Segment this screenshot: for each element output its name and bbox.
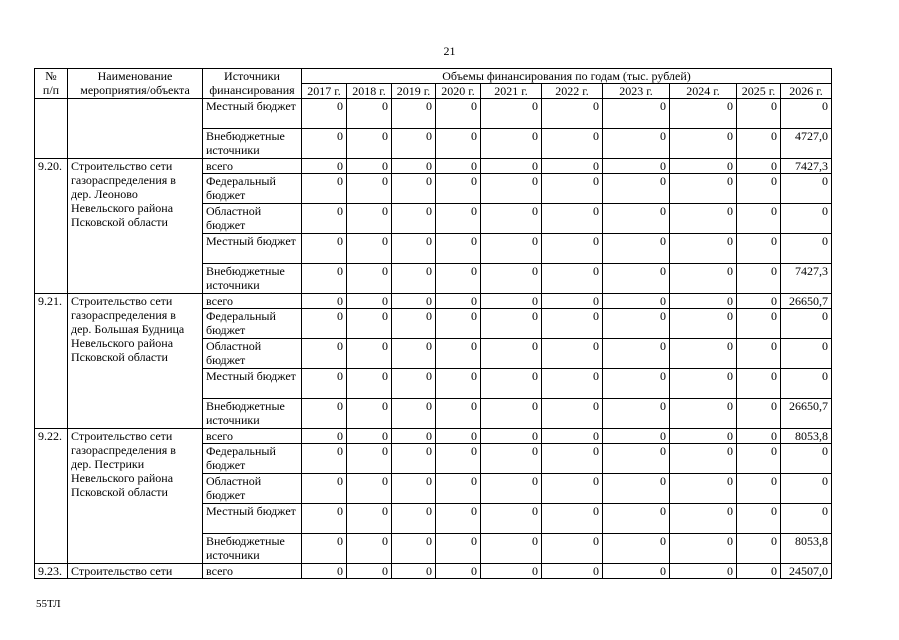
funding-value: 0 [347, 534, 392, 564]
table-row [35, 99, 832, 129]
funding-value: 0 [781, 234, 832, 264]
funding-value: 0 [603, 264, 670, 294]
funding-value: 0 [347, 339, 392, 369]
item-number: 9.21. [35, 294, 68, 429]
funding-value: 0 [542, 339, 603, 369]
funding-value: 0 [737, 534, 781, 564]
funding-value: 0 [481, 159, 542, 174]
funding-source: Областной бюджет [203, 204, 302, 234]
funding-value: 0 [737, 204, 781, 234]
funding-source: всего [203, 564, 302, 579]
funding-value: 0 [302, 159, 347, 174]
col-volumes-header: Объемы финансирования по годам (тыс. рублей) [302, 69, 832, 84]
funding-value: 24507,0 [781, 564, 832, 579]
year-header: 2023 г. [603, 84, 670, 99]
year-header: 2021 г. [481, 84, 542, 99]
funding-value: 0 [392, 534, 436, 564]
funding-source: Внебюджетные источники [203, 129, 302, 159]
funding-value: 0 [670, 204, 737, 234]
funding-value: 0 [302, 174, 347, 204]
funding-value: 0 [603, 564, 670, 579]
funding-source: Федеральный бюджет [203, 444, 302, 474]
funding-value: 0 [737, 129, 781, 159]
funding-value: 0 [603, 534, 670, 564]
year-header: 2019 г. [392, 84, 436, 99]
funding-value: 0 [481, 129, 542, 159]
funding-source: Местный бюджет [203, 369, 302, 399]
year-header: 2020 г. [436, 84, 481, 99]
funding-value: 0 [392, 204, 436, 234]
funding-value: 0 [481, 234, 542, 264]
col-number-header: № п/п [35, 69, 68, 99]
funding-value: 0 [603, 99, 670, 129]
funding-source: всего [203, 429, 302, 444]
funding-value: 0 [481, 474, 542, 504]
funding-value: 0 [603, 429, 670, 444]
item-number: 9.23. [35, 564, 68, 579]
funding-value: 0 [737, 339, 781, 369]
funding-value: 0 [542, 399, 603, 429]
funding-value: 0 [302, 534, 347, 564]
funding-value: 0 [542, 234, 603, 264]
funding-value: 0 [737, 504, 781, 534]
col-name-header: Наименование мероприятия/объекта [68, 69, 203, 99]
funding-value: 0 [542, 129, 603, 159]
funding-value: 0 [481, 309, 542, 339]
funding-value: 0 [737, 264, 781, 294]
table-row [35, 159, 832, 174]
funding-value: 0 [347, 369, 392, 399]
funding-value: 0 [670, 99, 737, 129]
funding-value: 0 [347, 174, 392, 204]
funding-value: 0 [603, 159, 670, 174]
funding-value: 0 [392, 234, 436, 264]
funding-value: 0 [670, 444, 737, 474]
funding-value: 0 [436, 234, 481, 264]
funding-value: 0 [302, 99, 347, 129]
year-header: 2025 г. [737, 84, 781, 99]
funding-value: 0 [436, 264, 481, 294]
funding-value: 0 [781, 309, 832, 339]
funding-value: 0 [737, 369, 781, 399]
funding-value: 0 [347, 429, 392, 444]
funding-value: 0 [737, 294, 781, 309]
funding-value: 0 [481, 504, 542, 534]
funding-value: 0 [347, 309, 392, 339]
funding-value: 0 [436, 369, 481, 399]
funding-value: 0 [542, 429, 603, 444]
funding-value: 0 [737, 159, 781, 174]
funding-source: Внебюджетные источники [203, 534, 302, 564]
year-header: 2024 г. [670, 84, 737, 99]
funding-value: 0 [542, 294, 603, 309]
funding-value: 0 [737, 234, 781, 264]
funding-value: 0 [436, 309, 481, 339]
funding-value: 0 [436, 564, 481, 579]
funding-value: 0 [347, 159, 392, 174]
funding-value: 0 [603, 294, 670, 309]
funding-value: 0 [603, 399, 670, 429]
funding-value: 0 [603, 309, 670, 339]
funding-value: 0 [781, 339, 832, 369]
funding-value: 0 [302, 234, 347, 264]
funding-value: 0 [781, 369, 832, 399]
funding-value: 0 [347, 234, 392, 264]
funding-value: 0 [347, 129, 392, 159]
funding-value: 0 [542, 309, 603, 339]
funding-value: 0 [302, 339, 347, 369]
funding-value: 0 [670, 294, 737, 309]
item-name: Строительство сети [68, 564, 203, 579]
funding-source: Местный бюджет [203, 504, 302, 534]
funding-value: 0 [670, 429, 737, 444]
funding-value: 0 [542, 369, 603, 399]
year-header: 2022 г. [542, 84, 603, 99]
funding-value: 0 [436, 399, 481, 429]
item-name [68, 99, 203, 159]
funding-value: 0 [302, 444, 347, 474]
funding-value: 0 [542, 444, 603, 474]
funding-value: 0 [302, 264, 347, 294]
item-name: Строительство сети газораспределения в дер. Большая Будница Невельского района Псковской области [68, 294, 203, 429]
funding-value: 0 [392, 339, 436, 369]
funding-value: 0 [737, 564, 781, 579]
funding-value: 0 [392, 369, 436, 399]
funding-value: 0 [670, 564, 737, 579]
funding-value: 26650,7 [781, 399, 832, 429]
funding-value: 0 [347, 264, 392, 294]
funding-value: 0 [347, 399, 392, 429]
funding-value: 0 [302, 564, 347, 579]
funding-value: 0 [302, 204, 347, 234]
item-name: Строительство сети газораспределения в дер. Леоново Невельского района Псковской области [68, 159, 203, 294]
funding-value: 0 [781, 204, 832, 234]
funding-value: 0 [436, 444, 481, 474]
funding-value: 7427,3 [781, 264, 832, 294]
funding-value: 0 [302, 474, 347, 504]
funding-value: 0 [392, 99, 436, 129]
funding-value: 0 [392, 159, 436, 174]
funding-value: 0 [392, 129, 436, 159]
funding-value: 0 [347, 564, 392, 579]
funding-value: 4727,0 [781, 129, 832, 159]
funding-value: 0 [392, 474, 436, 504]
funding-value: 0 [392, 309, 436, 339]
funding-value: 0 [542, 504, 603, 534]
funding-value: 0 [781, 174, 832, 204]
funding-value: 0 [436, 204, 481, 234]
item-name: Строительство сети газораспределения в дер. Пестрики Невельского района Псковской области [68, 429, 203, 564]
funding-value: 0 [603, 444, 670, 474]
funding-value: 0 [670, 264, 737, 294]
funding-value: 0 [481, 444, 542, 474]
funding-value: 0 [302, 129, 347, 159]
funding-value: 0 [436, 294, 481, 309]
funding-source: Местный бюджет [203, 234, 302, 264]
funding-value: 0 [737, 444, 781, 474]
funding-source: Областной бюджет [203, 474, 302, 504]
funding-source: Местный бюджет [203, 99, 302, 129]
funding-value: 26650,7 [781, 294, 832, 309]
funding-value: 0 [781, 474, 832, 504]
funding-value: 0 [436, 339, 481, 369]
funding-value: 0 [603, 369, 670, 399]
funding-value: 0 [436, 129, 481, 159]
table-row [35, 564, 832, 579]
funding-value: 0 [542, 534, 603, 564]
funding-value: 0 [603, 234, 670, 264]
funding-value: 0 [436, 174, 481, 204]
funding-value: 0 [347, 474, 392, 504]
funding-value: 0 [481, 339, 542, 369]
funding-source: Федеральный бюджет [203, 309, 302, 339]
funding-value: 0 [302, 309, 347, 339]
funding-value: 0 [392, 264, 436, 294]
funding-value: 7427,3 [781, 159, 832, 174]
funding-value: 0 [392, 564, 436, 579]
financing-table [34, 68, 832, 579]
funding-value: 0 [542, 474, 603, 504]
funding-value: 0 [481, 174, 542, 204]
funding-value: 0 [737, 474, 781, 504]
year-header: 2018 г. [347, 84, 392, 99]
funding-value: 0 [737, 99, 781, 129]
funding-value: 0 [347, 99, 392, 129]
funding-value: 0 [481, 399, 542, 429]
funding-value: 0 [481, 564, 542, 579]
funding-value: 0 [603, 129, 670, 159]
funding-source: всего [203, 159, 302, 174]
funding-value: 0 [481, 369, 542, 399]
funding-source: Областной бюджет [203, 339, 302, 369]
funding-value: 0 [781, 99, 832, 129]
funding-value: 0 [392, 444, 436, 474]
funding-value: 0 [347, 204, 392, 234]
funding-value: 8053,8 [781, 534, 832, 564]
funding-value: 0 [302, 504, 347, 534]
funding-value: 0 [302, 294, 347, 309]
funding-value: 0 [436, 534, 481, 564]
funding-value: 0 [392, 294, 436, 309]
funding-value: 0 [737, 174, 781, 204]
funding-value: 0 [542, 264, 603, 294]
funding-source: всего [203, 294, 302, 309]
year-header: 2026 г. [781, 84, 832, 99]
funding-value: 0 [481, 99, 542, 129]
funding-value: 0 [603, 504, 670, 534]
funding-value: 0 [670, 399, 737, 429]
funding-value: 0 [436, 159, 481, 174]
table-row [35, 429, 832, 444]
funding-value: 0 [670, 174, 737, 204]
funding-value: 0 [781, 444, 832, 474]
funding-value: 0 [670, 159, 737, 174]
item-number [35, 99, 68, 159]
funding-value: 0 [670, 129, 737, 159]
funding-value: 0 [436, 474, 481, 504]
table-row [35, 294, 832, 309]
funding-value: 0 [436, 504, 481, 534]
funding-value: 0 [670, 474, 737, 504]
footer-code: 55ТЛ [36, 598, 61, 610]
funding-value: 8053,8 [781, 429, 832, 444]
funding-value: 0 [670, 309, 737, 339]
funding-value: 0 [347, 444, 392, 474]
col-source-header: Источники финансирования [203, 69, 302, 99]
item-number: 9.22. [35, 429, 68, 564]
funding-value: 0 [302, 399, 347, 429]
funding-source: Внебюджетные источники [203, 264, 302, 294]
funding-value: 0 [670, 534, 737, 564]
funding-value: 0 [392, 174, 436, 204]
funding-value: 0 [347, 294, 392, 309]
item-number: 9.20. [35, 159, 68, 294]
funding-value: 0 [603, 174, 670, 204]
funding-value: 0 [670, 369, 737, 399]
funding-value: 0 [603, 474, 670, 504]
funding-value: 0 [302, 369, 347, 399]
funding-value: 0 [481, 204, 542, 234]
funding-value: 0 [542, 99, 603, 129]
page-number: 21 [443, 44, 456, 58]
funding-value: 0 [392, 429, 436, 444]
funding-value: 0 [670, 234, 737, 264]
funding-value: 0 [347, 504, 392, 534]
year-header: 2017 г. [302, 84, 347, 99]
funding-value: 0 [781, 504, 832, 534]
funding-value: 0 [542, 159, 603, 174]
funding-value: 0 [436, 429, 481, 444]
funding-value: 0 [603, 339, 670, 369]
funding-value: 0 [392, 399, 436, 429]
funding-value: 0 [392, 504, 436, 534]
funding-value: 0 [737, 309, 781, 339]
funding-value: 0 [670, 339, 737, 369]
funding-value: 0 [481, 429, 542, 444]
funding-value: 0 [542, 174, 603, 204]
funding-value: 0 [302, 429, 347, 444]
funding-source: Федеральный бюджет [203, 174, 302, 204]
funding-value: 0 [603, 204, 670, 234]
funding-value: 0 [737, 429, 781, 444]
funding-value: 0 [737, 399, 781, 429]
funding-value: 0 [542, 564, 603, 579]
funding-value: 0 [670, 504, 737, 534]
funding-value: 0 [436, 99, 481, 129]
funding-value: 0 [481, 264, 542, 294]
funding-value: 0 [481, 294, 542, 309]
funding-value: 0 [481, 534, 542, 564]
funding-value: 0 [542, 204, 603, 234]
funding-source: Внебюджетные источники [203, 399, 302, 429]
